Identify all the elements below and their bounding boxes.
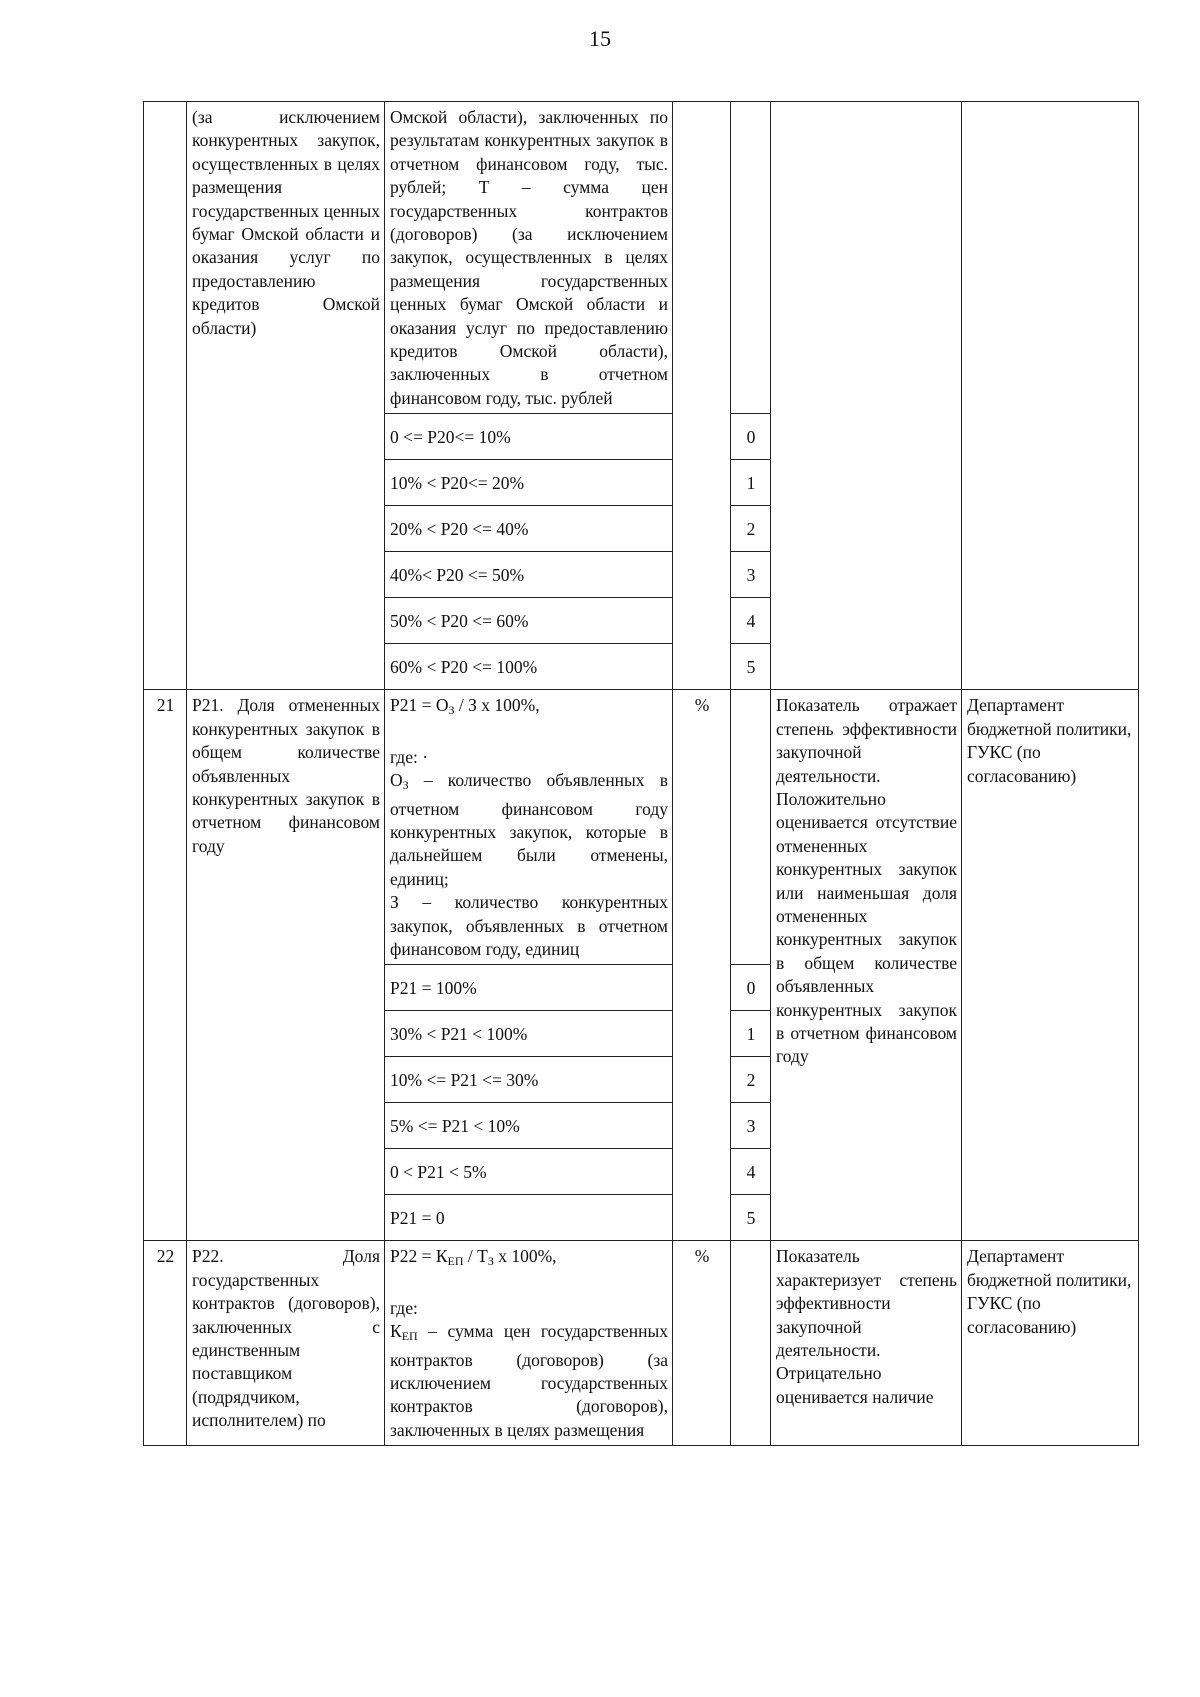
row-20-description-cell	[771, 102, 962, 690]
row-21-number-cell: 21	[144, 690, 187, 1241]
condition-text: 0 < Р21 < 5%	[385, 1149, 673, 1195]
condition-score: 5	[731, 644, 771, 690]
condition-text: 50% < Р20 <= 60%	[385, 598, 673, 644]
condition-text: 60% < Р20 <= 100%	[385, 644, 673, 690]
table-row-21	[144, 690, 1139, 965]
row-21-formula: $Р21 = О_З / З$ х 100%,	[390, 695, 540, 718]
row-22-department-cell: Департамент бюджетной политики, ГУКС (по согласованию)	[962, 1241, 1139, 1446]
condition-score: 4	[731, 598, 771, 644]
condition-score: 5	[731, 1195, 771, 1241]
condition-score: 4	[731, 1149, 771, 1195]
condition-score: 2	[731, 506, 771, 552]
row-21-description-cell: Показатель отражает степень эффективности закупочной деятельности. Положительно оценивается отсутствие отмененных конкурентных закупок или наименьшая доля отмененных конкурентных закупок в общем количестве объявленных конкурентных закупок в отчетном финансовом году	[771, 690, 962, 1241]
condition-text: 30% < Р21 < 100%	[385, 1011, 673, 1057]
table-row-20-continued	[144, 102, 1139, 414]
row-22-description-cell: Показатель характеризует степень эффективности закупочной деятельности. Отрицательно оценивается наличие	[771, 1241, 962, 1446]
condition-score: 0	[731, 414, 771, 460]
row-22-name-cell: Р22. Доля государственных контрактов (договоров), заключенных с единственным поставщиком (подрядчиком, исполнителем) по	[187, 1241, 385, 1446]
condition-score: 1	[731, 460, 771, 506]
row-22-def: $К_{ЕП}$ – сумма цен государственных контрактов (договоров) (за исключением государственных контрактов (договоров), заключенных в целях размещения	[390, 1321, 668, 1440]
condition-score: 3	[731, 552, 771, 598]
row-22-score-cell	[731, 1241, 771, 1446]
row-20-name-cell: (за исключением конкурентных закупок, осуществленных в целях размещения государственных ценных бумаг Омской области и оказания услуг по предоставлению кредитов Омской области)	[187, 102, 385, 690]
row-21-score-blank	[731, 690, 771, 965]
condition-text: 10% <= Р21 <= 30%	[385, 1057, 673, 1103]
row-21-formula-cell	[385, 690, 673, 965]
condition-text: 5% <= Р21 < 10%	[385, 1103, 673, 1149]
row-21-where: где: ·	[390, 746, 429, 767]
row-20-department-cell	[962, 102, 1139, 690]
row-22-formula-cell	[385, 1241, 673, 1446]
condition-score: 2	[731, 1057, 771, 1103]
row-21-def-o: $О_З$ – количество объявленных в отчетном финансовом году конкурентных закупок, которые в дальнейшем были отменены, единиц;	[390, 770, 668, 889]
condition-text: Р21 = 0	[385, 1195, 673, 1241]
condition-score: 3	[731, 1103, 771, 1149]
row-20-score-blank	[731, 102, 771, 414]
condition-text: 10% < Р20<= 20%	[385, 460, 673, 506]
condition-text: 20% < Р20 <= 40%	[385, 506, 673, 552]
row-20-formula-cell: Омской области), заключенных по результатам конкурентных закупок в отчетном финансовом году, тыс. рублей; Т – сумма цен государственных контрактов (договоров) (за исключением закупок, осуществленных в целях размещения государственных ценных бумаг Омской области и оказания услуг по предоставлению кредитов Омской области), заключенных в отчетном финансовом году, тыс. рублей	[385, 102, 673, 414]
row-21-def-z: З – количество конкурентных закупок, объявленных в отчетном финансовом году, единиц	[390, 892, 668, 959]
condition-score: 0	[731, 965, 771, 1011]
page-number: 15	[589, 26, 611, 51]
condition-text: Р21 = 100%	[385, 965, 673, 1011]
table-row-22	[144, 1241, 1139, 1446]
row-21-unit-cell: %	[673, 690, 731, 1241]
row-20-number-cell	[144, 102, 187, 690]
condition-text: 0 <= Р20<= 10%	[385, 414, 673, 460]
row-20-unit-cell	[673, 102, 731, 690]
condition-text: 40%< Р20 <= 50%	[385, 552, 673, 598]
indicators-table	[143, 101, 1139, 1446]
row-22-number-cell: 22	[144, 1241, 187, 1446]
row-22-unit-cell: %	[673, 1241, 731, 1446]
row-21-name-cell: Р21. Доля отмененных конкурентных закупок в общем количестве объявленных конкурентных закупок в отчетном финансовом году	[187, 690, 385, 1241]
row-22-where: где:	[390, 1297, 418, 1318]
row-22-formula: $Р22 = К_{ЕП} / Т_З$ х 100%,	[390, 1246, 557, 1269]
condition-score: 1	[731, 1011, 771, 1057]
row-21-department-cell: Департамент бюджетной политики, ГУКС (по согласованию)	[962, 690, 1139, 1241]
